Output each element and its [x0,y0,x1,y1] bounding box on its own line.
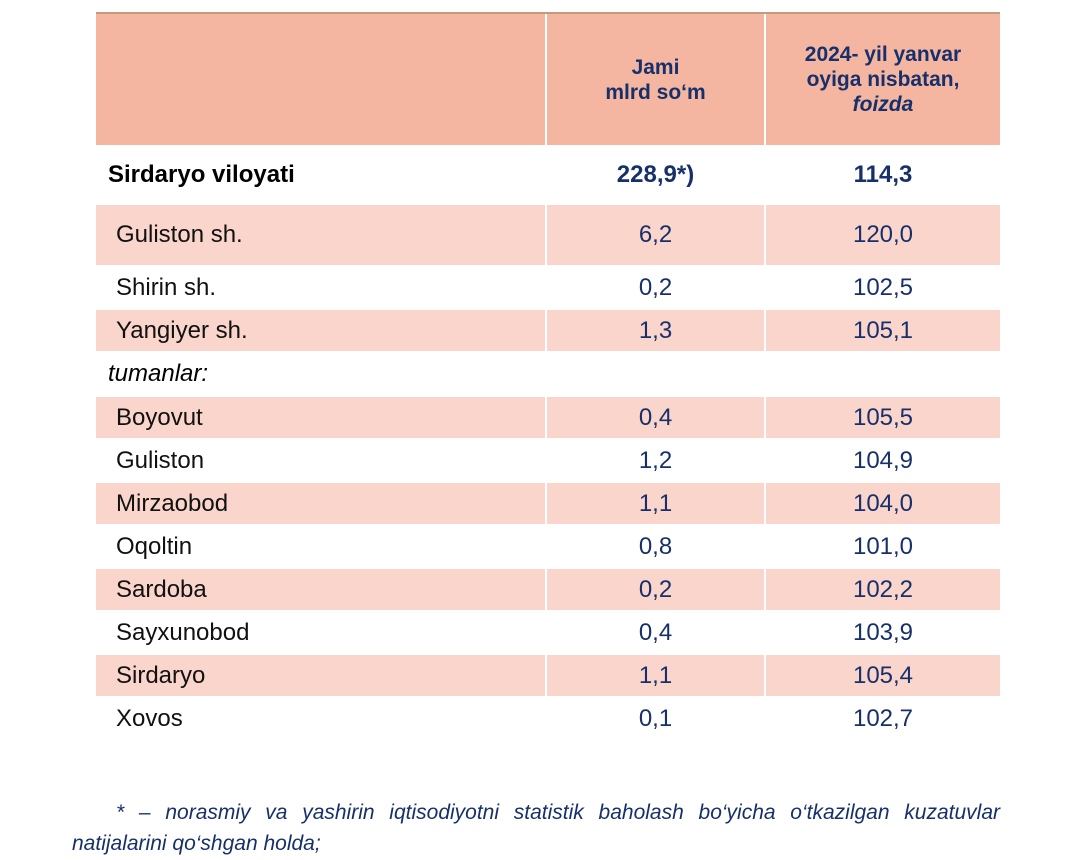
row-ratio: 120,0 [765,205,1000,266]
table-row [96,205,1000,266]
table-row [96,697,1000,740]
table-row [96,396,1000,439]
row-name: Boyovut [96,396,546,439]
row-total: 1,1 [546,654,765,697]
row-name: Oqoltin [96,525,546,568]
header-ratio-line2: oyiga nisbatan, [806,68,960,91]
row-total: 0,2 [546,266,765,309]
table-row [96,568,1000,611]
row-name: Guliston [96,439,546,482]
row-ratio: 105,4 [765,654,1000,697]
header-ratio-column [765,14,1000,145]
header-ratio-line1: 2024- yil yanvar [804,43,962,66]
table-row [96,525,1000,568]
row-ratio: 102,5 [765,266,1000,309]
row-name: Sirdaryo [96,654,546,697]
table-row-section-label [96,352,1000,396]
row-total: 1,3 [546,309,765,352]
footnote: * – norasmiy va yashirin iqtisodiyotni statistik baholash bo‘yicha o‘tkazilgan kuzatuvlar natijalarini qo‘shgan holda; [72,801,1000,855]
header-name-column [96,14,546,145]
header-ratio-line3: foizda [852,93,914,116]
row-total: 1,2 [546,439,765,482]
row-ratio: 103,9 [765,611,1000,654]
row-total: 6,2 [546,205,765,266]
table-row [96,654,1000,697]
header-total-line2: mlrd so‘m [605,80,706,104]
table-row [96,309,1000,352]
row-ratio: 114,3 [765,145,1000,205]
header-total-column [546,14,765,145]
table-row [96,482,1000,525]
row-total: 0,8 [546,525,765,568]
row-total: 0,1 [546,697,765,740]
row-ratio: 102,2 [765,568,1000,611]
row-ratio: 104,0 [765,482,1000,525]
row-total: 0,4 [546,396,765,439]
row-name: Mirzaobod [96,482,546,525]
row-name: Shirin sh. [96,266,546,309]
row-ratio: 104,9 [765,439,1000,482]
section-label: tumanlar: [96,352,1000,396]
row-name: Yangiyer sh. [96,309,546,352]
row-name: Sardoba [96,568,546,611]
table-row [96,611,1000,654]
row-total: 0,4 [546,611,765,654]
row-ratio: 101,0 [765,525,1000,568]
table-row [96,439,1000,482]
row-total: 1,1 [546,482,765,525]
row-name: Sayxunobod [96,611,546,654]
row-name: Sirdaryo viloyati [96,145,546,205]
row-ratio: 102,7 [765,697,1000,740]
table-row [96,266,1000,309]
row-total: 0,2 [546,568,765,611]
table-row-region-total [96,145,1000,205]
row-ratio: 105,1 [765,309,1000,352]
row-ratio: 105,5 [765,396,1000,439]
row-total: 228,9*) [546,145,765,205]
table-header-row [96,14,1000,145]
statistics-table [96,14,1000,741]
header-total-line1: Jami [631,55,680,79]
row-name: Guliston sh. [96,205,546,266]
row-name: Xovos [96,697,546,740]
